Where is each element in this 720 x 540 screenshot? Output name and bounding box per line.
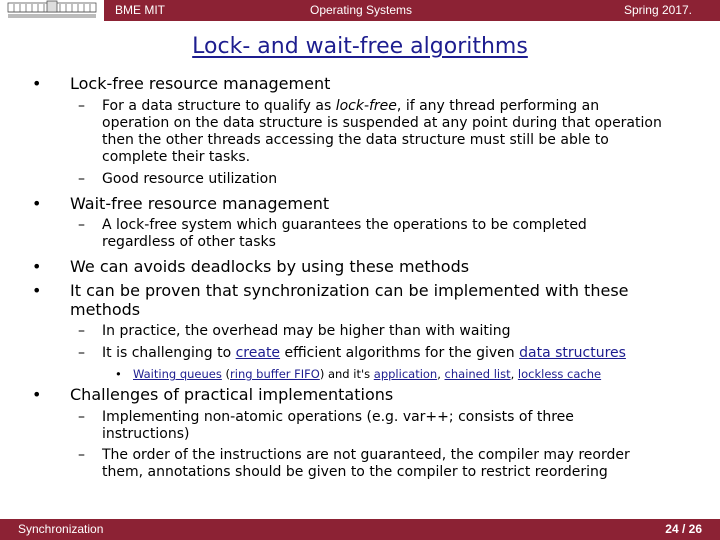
dash-marker: – — [78, 98, 85, 114]
chained-list-link[interactable]: chained list — [444, 367, 511, 381]
bullet-text: We can avoids deadlocks by using these methods — [70, 257, 470, 276]
bullet-marker: • — [32, 74, 42, 93]
ring-buffer-fifo-link[interactable]: ring buffer FIFO — [230, 367, 320, 381]
text-part: , — [437, 367, 445, 381]
sub-bullet-text — [102, 345, 698, 362]
sub-bullet-text: Good resource utilization — [102, 171, 278, 187]
dash-marker: – — [78, 409, 85, 425]
sub-bullet-text: In practice, the overhead may be higher than with waiting — [102, 323, 511, 339]
text-part: , if any thread performing an operation on the data structure is suspended at any point during that operation then the other threads accessing the data structure must still be able to complete their tasks. — [102, 98, 662, 165]
dash-marker: – — [78, 171, 85, 187]
lockless-cache-link[interactable]: lockless cache — [517, 367, 602, 381]
create-link[interactable]: create — [235, 345, 281, 361]
text-part: It is challenging to — [102, 345, 236, 361]
header-org: BME MIT — [115, 3, 165, 17]
sub-sub-bullet-text — [133, 367, 675, 381]
sub-bullet-item — [78, 323, 678, 340]
text-part: ( — [221, 367, 231, 381]
dash-marker: – — [78, 217, 85, 233]
text-part: , — [510, 367, 518, 381]
sub-bullet-item — [78, 409, 618, 443]
sub-bullet-item — [78, 447, 668, 481]
footer-section: Synchronization — [18, 522, 104, 536]
sub-bullet-item — [78, 217, 638, 251]
bullet-marker: • — [32, 385, 42, 404]
header-term: Spring 2017. — [623, 3, 692, 17]
application-link[interactable]: application — [373, 367, 438, 381]
data-structures-link[interactable]: data structures — [519, 345, 626, 361]
bullet-marker: • — [32, 281, 42, 300]
bullet-item — [32, 281, 652, 319]
waiting-queues-link[interactable]: Waiting queues — [133, 367, 222, 381]
sub-bullet-text: The order of the instructions are not guaranteed, the compiler may reorder them, annotations should be given to the compiler to restrict reordering — [102, 447, 630, 480]
sub-bullet-item — [78, 98, 668, 166]
text-part: For a data structure to qualify as — [102, 98, 336, 114]
dash-marker: – — [78, 447, 85, 463]
emphasis-text: lock-free — [335, 98, 397, 114]
sub-bullet-item — [78, 171, 668, 188]
bullet-text: Challenges of practical implementations — [70, 385, 394, 404]
bullet-marker: • — [32, 194, 42, 213]
bullet-marker: • — [32, 257, 42, 276]
bullet-marker: • — [115, 367, 122, 381]
bullet-text: Wait-free resource management — [70, 194, 330, 213]
bullet-text: Lock-free resource management — [70, 74, 331, 93]
page-number: 24 / 26 — [665, 522, 702, 536]
slide-title-text: Lock- and wait-free algorithms — [192, 34, 528, 59]
text-part: ) and it's — [319, 367, 374, 381]
header-course: Operating Systems — [310, 3, 413, 17]
sub-bullet-item — [78, 345, 698, 362]
text-part: efficient algorithms for the given — [280, 345, 520, 361]
sub-bullet-text — [102, 98, 668, 166]
footer-bar — [0, 519, 720, 540]
sub-bullet-text: Implementing non-atomic operations (e.g. var++; consists of three instructions) — [102, 409, 574, 442]
sub-bullet-text: A lock-free system which guarantees the operations to be completed regardless of other tasks — [102, 217, 587, 250]
dash-marker: – — [78, 345, 85, 361]
sub-sub-bullet-item — [115, 367, 675, 381]
dash-marker: – — [78, 323, 85, 339]
bullet-text: It can be proven that synchronization can be implemented with these methods — [70, 281, 629, 319]
